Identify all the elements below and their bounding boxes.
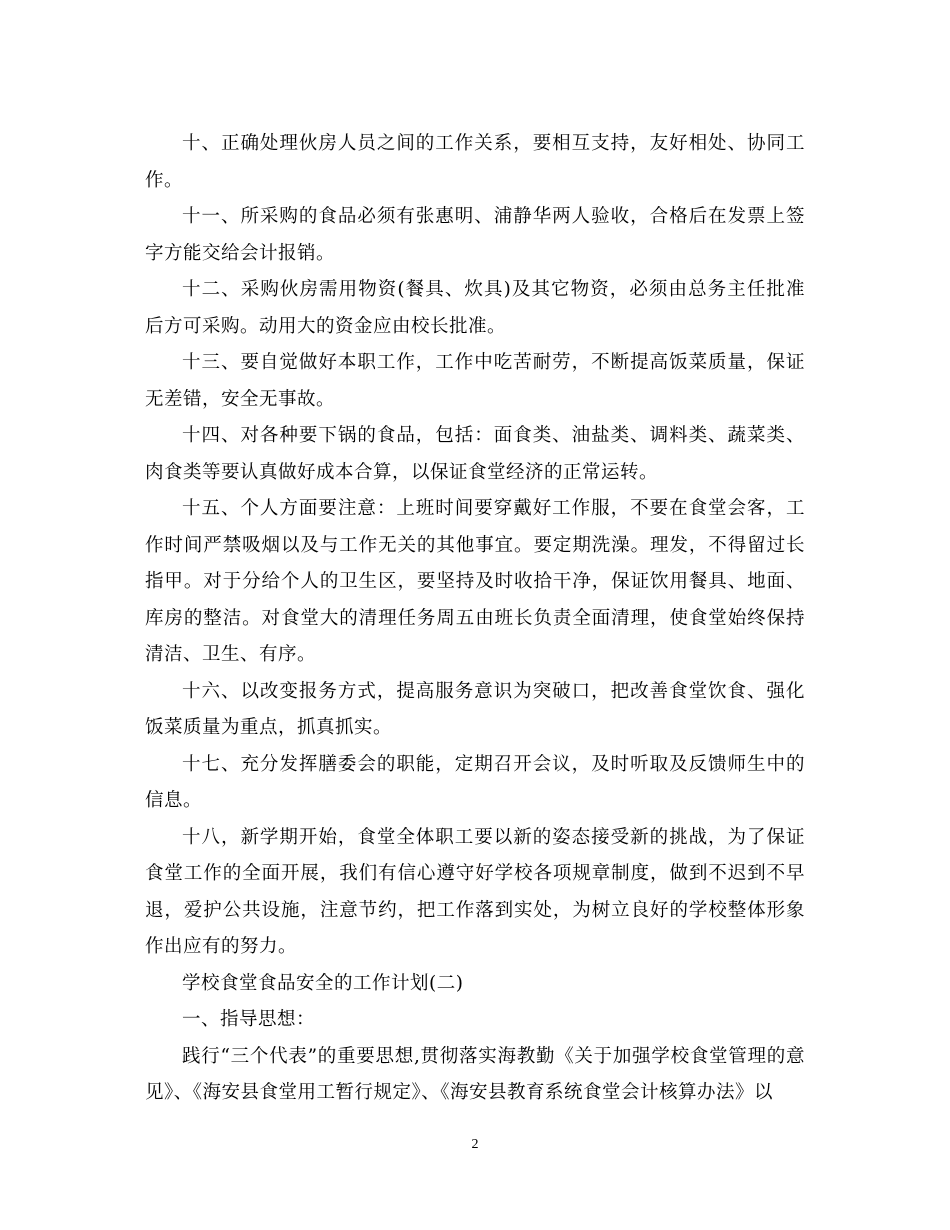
subsection-heading: 一、指导思想： [182,1009,316,1030]
paragraph-item-10: 十、正确处理伙房人员之间的工作关系，要相互支持，友好相处、协同工作。 [145,133,805,191]
paragraph-item-15: 十五、个人方面要注意：上班时间要穿戴好工作服，不要在食堂会客，工作时间严禁吸烟以及与工作无关的其他事宜。要定期洗澡。理发，不得留过长指甲。对于分给个人的卫生区，要坚持及时收拾干净，保证饮用餐具、地面、库房的整洁。对食堂大的清理任务周五由班长负责全面清理，使食堂始终保持清洁、卫生、有序。 [145,498,805,665]
page-number: 2 [471,1137,479,1152]
paragraph-item-11: 十一、所采购的食品必须有张惠明、浦静华两人验收，合格后在发票上签字方能交给会计报销。 [145,206,805,264]
paragraph-item-17: 十七、充分发挥膳委会的职能，定期召开会议，及时听取及反馈师生中的信息。 [145,753,805,811]
paragraph-item-12: 十二、采购伙房需用物资(餐具、炊具)及其它物资，必须由总务主任批准后方可采购。动用大的资金应由校长批准。 [145,279,805,337]
section-heading: 学校食堂食品安全的工作计划(二) [182,972,464,994]
paragraph-item-14: 十四、对各种要下锅的食品，包括：面食类、油盐类、调料类、蔬菜类、肉食类等要认真做好成本合算，以保证食堂经济的正常运转。 [145,425,805,483]
paragraph-item-18: 十八，新学期开始，食堂全体职工要以新的姿态接受新的挑战，为了保证食堂工作的全面开展，我们有信心遵守好学校各项规章制度，做到不迟到不早退，爱护公共设施，注意节约，把工作落到实处，为树立良好的学校整体形象作出应有的努力。 [145,826,805,957]
paragraph-guiding-thought: 践行“三个代表”的重要思想,贯彻落实海教勤《关于加强学校食堂管理的意见》、《海安县食堂用工暂行规定》、《海安县教育系统食堂会计核算办法》以 [145,1045,805,1103]
document-body [145,126,805,1112]
paragraph-item-13: 十三、要自觉做好本职工作，工作中吃苦耐劳，不断提高饭菜质量，保证无差错，安全无事故。 [145,352,805,410]
paragraph-item-16: 十六、以改变报务方式，提高服务意识为突破口，把改善食堂饮食、强化饭菜质量为重点，抓真抓实。 [145,680,805,738]
